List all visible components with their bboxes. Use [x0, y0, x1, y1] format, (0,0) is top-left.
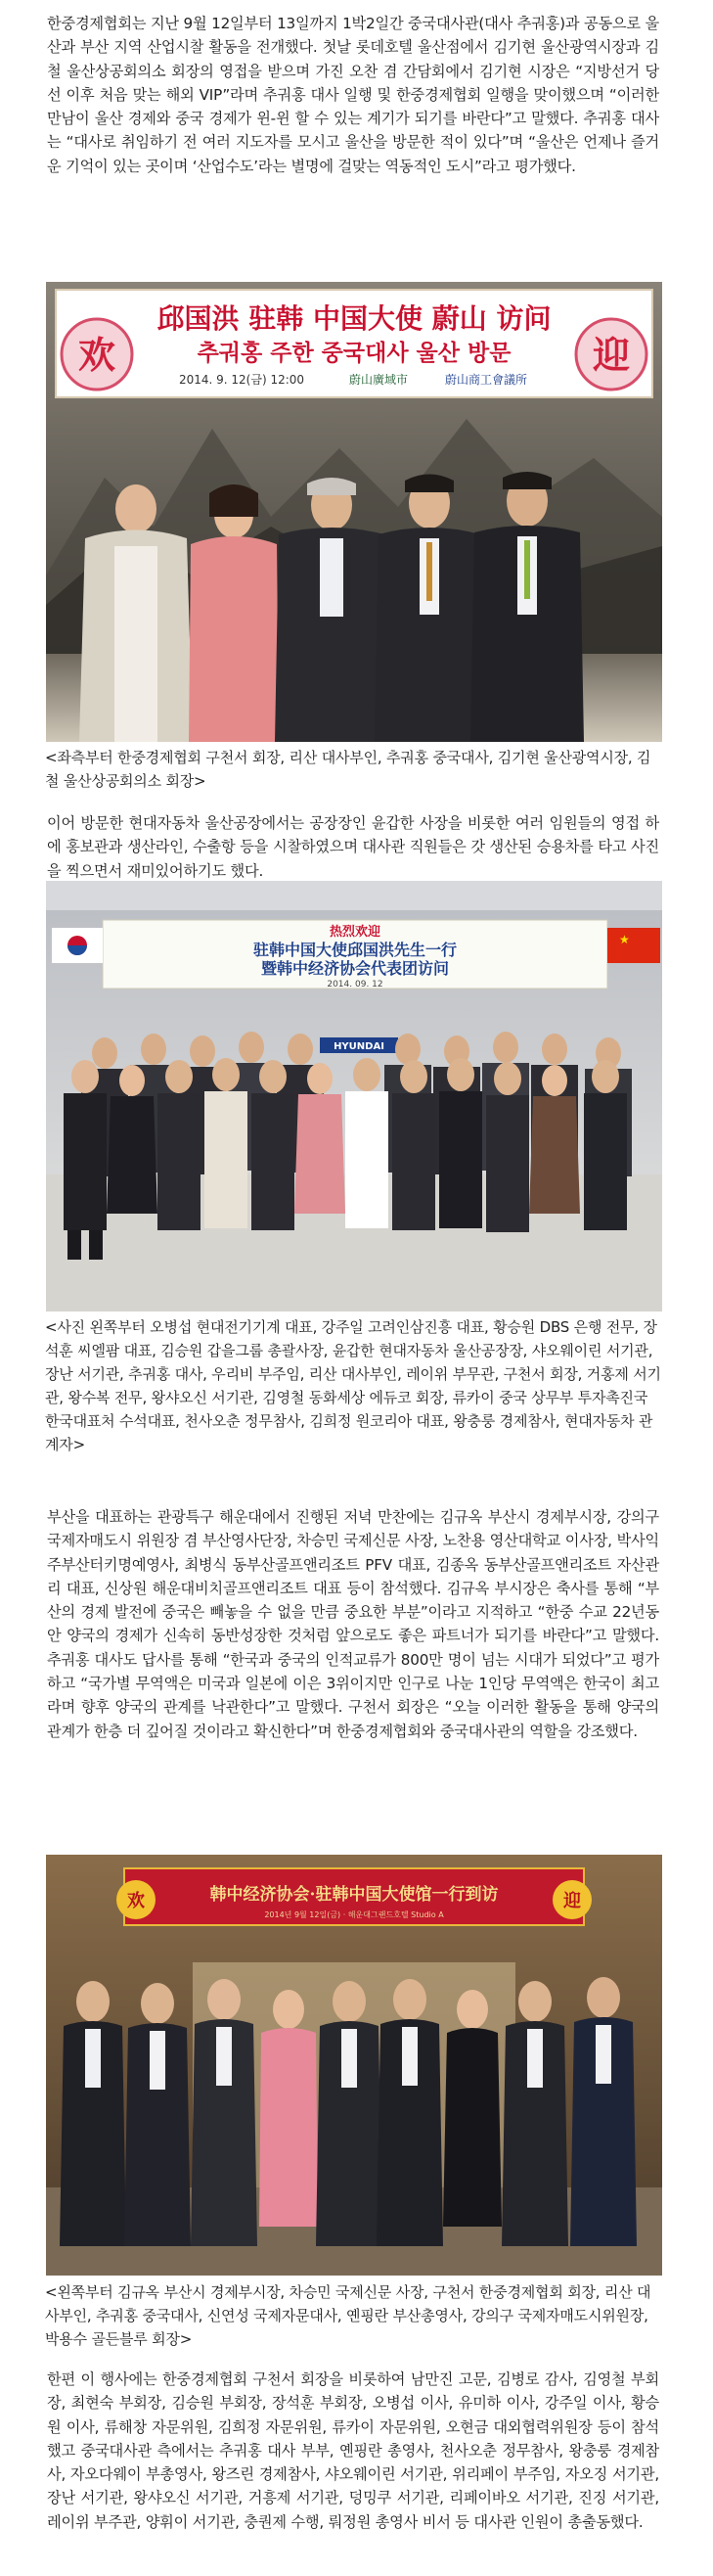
photo-ulsan-luncheon [46, 282, 662, 742]
photo-caption-2: <사진 왼쪽부터 오병섭 현대전기기계 대표, 강주일 고려인삼진흥 대표, 황승원 DBS 은행 전무, 장석훈 씨엘팜 대표, 김승원 갑을그룹 총괄사장, 윤갑한 현대자동차 울산공장장, 샤오웨이린 서기관, 장난 서기관, 추궈홍 대사, 우리비 부주임, 리산 대사부인, 레이위 부무관, 구천서 회장, 거홍제 서기관, 왕수복 전무, 왕샤오신 서기관, 김영철 동화세상 에듀코 회장, 류카이 중국 상무부 투자촉진국 한국대표처 수석대표, 천사오춘 정무참사, 김희정 원코리아 대표, 왕충룽 경제참사, 현대자동차 관계자> [45, 1318, 661, 1453]
article-paragraph-4: 한편 이 행사에는 한중경제협회 구천서 회장을 비롯하여 남만진 고문, 김병로 감사, 김영철 부회장, 최현숙 부회장, 김승원 부회장, 장석훈 부회장, 오병섭 이사, 유미하 이사, 강주일 이사, 황승원 이사, 류해창 자문위원, 김희정 자문위원, 류카이 자문위원, 오현금 대외협력위원장 등이 참석했고 중국대사관 측에서는 추궈홍 대사 부부, 옌핑란 총영사, 천사오춘 정무참사, 왕충룽 경제참사, 자오다웨이 부총영사, 왕즈린 경제참사, 샤오웨이린 서기관, 위리페이 부주임, 자오징 서기관, 장난 서기관, 왕샤오신 서기관, 거흥제 서기관, 덩밍쿠 서기관, 리페이바오 서기관, 진징 서기관, 레이위 부주관, 양휘이 서기관, 충퀀제 수행, 뤄정원 총영사 비서 등 대사관 인원이 총출동했다. [47, 2370, 659, 2531]
banner2-line2: 暨韩中经济协会代表团访问 [260, 959, 450, 978]
photo-caption-1: <좌측부터 한중경제협회 구천서 회장, 리산 대사부인, 추궈홍 중국대사, 김기현 울산광역시장, 김철 울산상공회의소 회장> [45, 749, 651, 790]
article-paragraph-1: 한중경제협회는 지난 9월 12일부터 13일까지 1박2일간 중국대사관(대사 추궈홍)과 공동으로 울산과 부산 지역 산업시찰 활동을 전개했다. 첫날 롯데호텔 울산점에서 김기현 울산광역시장과 김철 울산상공회의소 회장의 영접을 받으며 가진 오찬 겸 간담회에서 김기현 시장은 “지방선거 당선 이후 처음 맞는 해외 VIP”라며 추궈홍 대사 일행 및 한중경제협회 일행을 맞이했으며 “이러한 만남이 울산 경제와 중국 경제가 윈-윈 할 수 있는 계기가 되기를 바란다”고 말했다. 추궈홍 대사는 “대사로 취임하기 전 여러 지도자를 모시고 울산을 방문한 적이 있다”며 “울산은 언제나 즐거운 기억이 있는 곳이며 ‘산업수도’라는 별명에 걸맞는 역동적인 도시”라고 평가했다. [47, 15, 659, 175]
banner2-small-title: 热烈欢迎 [329, 925, 381, 940]
banner3-sub: 2014년 9월 12일(금) · 해운대그랜드호텔 Studio A [264, 1910, 444, 1919]
banner-org-left: 蔚山廣域市 [348, 373, 409, 387]
article-paragraph-3: 부산을 대표하는 관광특구 해운대에서 진행된 저녁 만찬에는 김규옥 부산시 경제부시장, 강의구 국제자매도시 위원장 겸 부산영사단장, 차승민 국제신문 사장, 노찬용 영산대학교 이사장, 박사익 주부산터키명예영사, 최병식 동부산골프앤리조트 PFV 대표, 김종옥 동부산골프앤리조트 자산관리 대표, 신상원 해운대비치골프앤리조트 대표 등이 참석했다. 김규옥 부시장은 축사를 통해 “부산의 경제 발전에 중국은 빼놓을 수 없을 만큼 중요한 부분”이라고 지적하고 “한중 수교 22년동안 양국의 경제가 신속히 동반성장한 것처럼 앞으로도 좋은 파트너가 되기를 바란다”고 말했다. 추궈홍 대사도 답사를 통해 “한국과 중국의 인적교류가 800만 명이 넘는 시대가 되었다”고 평가하고 “국가별 무역액은 미국과 일본에 이은 3위이지만 인구로 나눈 1인당 무역액은 한국이 최고라며 향후 양국의 관계를 낙관한다”고 말했다. 구천서 회장은 “오늘 이러한 활동을 통해 양국의 관계가 한층 더 깊어질 것이라고 확신한다”며 한중경제협회와 중국대사관의 역할을 강조했다. [47, 1508, 659, 1740]
banner3-side-left: 欢 [127, 1891, 145, 1911]
banner2-date: 2014. 09. 12 [327, 980, 383, 989]
photo-caption-3: <왼쪽부터 김규옥 부산시 경제부시장, 차승민 국제신문 사장, 구천서 한중경제협회 회장, 리산 대사부인, 추궈홍 중국대사, 신연성 국제자문대사, 옌핑란 부산총영사, 강의구 국제자매도시위원장, 박용수 골든블루 회장> [45, 2283, 651, 2348]
banner-org-right: 蔚山商工會議所 [444, 373, 528, 387]
banner2-line1: 驻韩中国大使邱国洪先生一行 [252, 941, 458, 959]
photo-hyundai-factory [46, 881, 662, 1311]
hyundai-sign: HYUNDAI [334, 1041, 384, 1052]
banner-chinese-title: 邱国洪 驻韩 中国大使 蔚山 访问 [156, 302, 552, 335]
banner3-side-right: 迎 [563, 1891, 581, 1911]
article-paragraph-2: 이어 방문한 현대자동차 울산공장에서는 공장장인 윤갑한 사장을 비롯한 여러 임원들의 영접 하에 홍보관과 생산라인, 수출항 등을 시찰하였으며 대사관 직원들은 갓 생산된 승용차를 타고 사진을 찍으면서 재미있어하기도 했다. [47, 814, 659, 880]
banner-korean-title: 추궈홍 주한 중국대사 울산 방문 [197, 341, 512, 366]
banner3-title: 韩中经济协会·驻韩中国大使馆一行到访 [209, 1885, 499, 1905]
svg-text:★: ★ [619, 933, 630, 946]
banner-date: 2014. 9. 12(금) 12:00 [178, 373, 305, 387]
banner-side-left: 欢 [77, 334, 116, 377]
photo-busan-dinner [46, 1855, 662, 2276]
banner-side-right: 迎 [592, 334, 631, 377]
